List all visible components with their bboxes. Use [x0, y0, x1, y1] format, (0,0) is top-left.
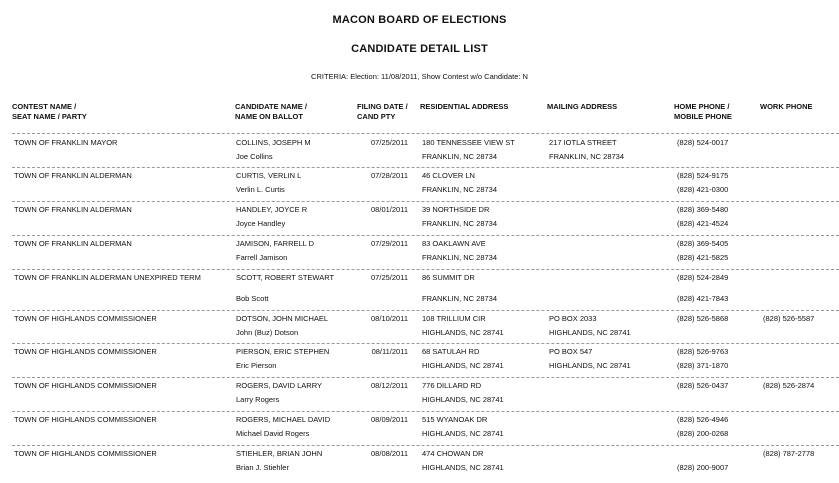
- header-phone-line2: MOBILE PHONE: [674, 112, 732, 121]
- ballot-name: Joe Collins: [236, 152, 273, 161]
- residential-city: FRANKLIN, NC 28734: [422, 152, 498, 161]
- home-phone: (828) 526-0437: [677, 381, 729, 390]
- row-divider: [12, 310, 839, 311]
- candidate-name: STIEHLER, BRIAN JOHN: [236, 449, 323, 458]
- contest-cell: TOWN OF FRANKLIN ALDERMAN: [14, 171, 132, 180]
- residential-city: FRANKLIN, NC 28734: [422, 294, 498, 303]
- filing-date: 08/12/2011: [371, 381, 408, 390]
- header-candidate-line1: CANDIDATE NAME /: [235, 102, 307, 111]
- mailing-city: HIGHLANDS, NC 28741: [549, 328, 631, 337]
- ballot-name: John (Buz) Dotson: [236, 328, 299, 337]
- row-divider: [12, 133, 839, 134]
- residential-street: 180 TENNESSEE VIEW ST: [422, 138, 515, 147]
- header-candidate-line2: NAME ON BALLOT: [235, 112, 303, 121]
- header-phone: [674, 102, 732, 122]
- residential-street: 776 DILLARD RD: [422, 381, 482, 390]
- candidate-name: PIERSON, ERIC STEPHEN: [236, 347, 330, 356]
- header-filing-line2: CAND PTY: [357, 112, 396, 121]
- home-phone: (828) 526-9763: [677, 347, 729, 356]
- residential-street: 86 SUMMIT DR: [422, 273, 475, 282]
- ballot-name: Brian J. Stiehler: [236, 463, 289, 472]
- residential-street: 108 TRILLIUM CIR: [422, 314, 486, 323]
- table-row: [0, 239, 839, 273]
- report-criteria: CRITERIA: Election: 11/08/2011, Show Contest w/o Candidate: N: [311, 72, 528, 81]
- residential-street: 46 CLOVER LN: [422, 171, 475, 180]
- row-divider: [12, 201, 839, 202]
- table-row: [0, 171, 839, 205]
- home-phone: (828) 526-5868: [677, 314, 729, 323]
- home-phone: (828) 526-4946: [677, 415, 729, 424]
- contest-cell: TOWN OF FRANKLIN ALDERMAN UNEXPIRED TERM: [14, 273, 201, 282]
- header-residential: RESIDENTIAL ADDRESS: [420, 102, 509, 111]
- mobile-phone: (828) 421-4524: [677, 219, 729, 228]
- residential-city: HIGHLANDS, NC 28741: [422, 463, 504, 472]
- report-title: MACON BOARD OF ELECTIONS: [332, 14, 507, 26]
- residential-city: HIGHLANDS, NC 28741: [422, 429, 504, 438]
- ballot-name: Larry Rogers: [236, 395, 280, 404]
- candidate-name: DOTSON, JOHN MICHAEL: [236, 314, 329, 323]
- ballot-name: Joyce Handley: [236, 219, 286, 228]
- report-subtitle: CANDIDATE DETAIL LIST: [351, 43, 488, 55]
- candidate-name: CURTIS, VERLIN L: [236, 171, 302, 180]
- filing-date: 08/10/2011: [371, 314, 408, 323]
- home-phone: (828) 524-9175: [677, 171, 729, 180]
- mobile-phone: (828) 200-0268: [677, 429, 729, 438]
- filing-date: 07/25/2011: [371, 138, 408, 147]
- filing-date: 07/25/2011: [371, 273, 408, 282]
- table-row: [0, 347, 839, 381]
- table-row: [0, 273, 839, 314]
- ballot-name: Farrell Jamison: [236, 253, 288, 262]
- ballot-name: Bob Scott: [236, 294, 269, 303]
- filing-date: 08/11/2011: [371, 347, 408, 356]
- residential-city: HIGHLANDS, NC 28741: [422, 395, 504, 404]
- mobile-phone: (828) 371-1870: [677, 361, 729, 370]
- row-divider: [12, 445, 839, 446]
- residential-city: HIGHLANDS, NC 28741: [422, 361, 504, 370]
- mobile-phone: (828) 421-7843: [677, 294, 729, 303]
- mailing-city: HIGHLANDS, NC 28741: [549, 361, 631, 370]
- header-work-phone: WORK PHONE: [760, 102, 813, 111]
- work-phone: (828) 526-2874: [763, 381, 815, 390]
- row-divider: [12, 377, 839, 378]
- candidate-name: ROGERS, DAVID LARRY: [236, 381, 322, 390]
- row-divider: [12, 167, 839, 168]
- header-contest: [12, 102, 87, 122]
- header-mailing: MAILING ADDRESS: [547, 102, 618, 111]
- work-phone: (828) 526-5587: [763, 314, 815, 323]
- work-phone: (828) 787-2778: [763, 449, 815, 458]
- residential-city: FRANKLIN, NC 28734: [422, 253, 498, 262]
- residential-street: 474 CHOWAN DR: [422, 449, 484, 458]
- filing-date: 07/28/2011: [371, 171, 408, 180]
- mobile-phone: (828) 200-9007: [677, 463, 729, 472]
- home-phone: (828) 524-0017: [677, 138, 729, 147]
- ballot-name: Verlin L. Curtis: [236, 185, 285, 194]
- candidate-name: HANDLEY, JOYCE R: [236, 205, 308, 214]
- home-phone: (828) 369-5405: [677, 239, 729, 248]
- contest-cell: TOWN OF FRANKLIN ALDERMAN: [14, 239, 132, 248]
- mobile-phone: (828) 421-5825: [677, 253, 729, 262]
- table-row: [0, 205, 839, 239]
- mobile-phone: (828) 421-0300: [677, 185, 729, 194]
- filing-date: 08/01/2011: [371, 205, 408, 214]
- home-phone: (828) 524-2849: [677, 273, 729, 282]
- residential-street: 39 NORTHSIDE DR: [422, 205, 490, 214]
- header-contest-line1: CONTEST NAME /: [12, 102, 77, 111]
- residential-city: HIGHLANDS, NC 28741: [422, 328, 504, 337]
- table-row: [0, 381, 839, 415]
- candidate-name: JAMISON, FARRELL D: [236, 239, 315, 248]
- residential-street: 68 SATULAH RD: [422, 347, 480, 356]
- mailing-street: 217 IOTLA STREET: [549, 138, 617, 147]
- table-row: [0, 415, 839, 449]
- residential-city: FRANKLIN, NC 28734: [422, 219, 498, 228]
- header-filing: [357, 102, 408, 122]
- filing-date: 07/29/2011: [371, 239, 408, 248]
- header-candidate: [235, 102, 307, 122]
- table-row: [0, 449, 839, 483]
- contest-cell: TOWN OF FRANKLIN MAYOR: [14, 138, 118, 147]
- header-phone-line1: HOME PHONE /: [674, 102, 730, 111]
- candidate-name: ROGERS, MICHAEL DAVID: [236, 415, 331, 424]
- row-divider: [12, 235, 839, 236]
- home-phone: (828) 369-5480: [677, 205, 729, 214]
- residential-street: 83 OAKLAWN AVE: [422, 239, 486, 248]
- mailing-street: PO BOX 2033: [549, 314, 597, 323]
- ballot-name: Michael David Rogers: [236, 429, 310, 438]
- mailing-street: PO BOX 547: [549, 347, 593, 356]
- filing-date: 08/09/2011: [371, 415, 408, 424]
- contest-cell: TOWN OF HIGHLANDS COMMISSIONER: [14, 381, 157, 390]
- header-filing-line1: FILING DATE /: [357, 102, 408, 111]
- residential-city: FRANKLIN, NC 28734: [422, 185, 498, 194]
- contest-cell: TOWN OF HIGHLANDS COMMISSIONER: [14, 415, 157, 424]
- row-divider: [12, 343, 839, 344]
- row-divider: [12, 269, 839, 270]
- filing-date: 08/08/2011: [371, 449, 408, 458]
- contest-cell: TOWN OF HIGHLANDS COMMISSIONER: [14, 449, 157, 458]
- candidate-name: SCOTT, ROBERT STEWART: [236, 273, 335, 282]
- candidate-name: COLLINS, JOSEPH M: [236, 138, 311, 147]
- header-contest-line2: SEAT NAME / PARTY: [12, 112, 87, 121]
- row-divider: [12, 411, 839, 412]
- contest-cell: TOWN OF HIGHLANDS COMMISSIONER: [14, 314, 157, 323]
- contest-cell: TOWN OF FRANKLIN ALDERMAN: [14, 205, 132, 214]
- residential-street: 515 WYANOAK DR: [422, 415, 488, 424]
- mailing-city: FRANKLIN, NC 28734: [549, 152, 625, 161]
- contest-cell: TOWN OF HIGHLANDS COMMISSIONER: [14, 347, 157, 356]
- ballot-name: Eric Pierson: [236, 361, 277, 370]
